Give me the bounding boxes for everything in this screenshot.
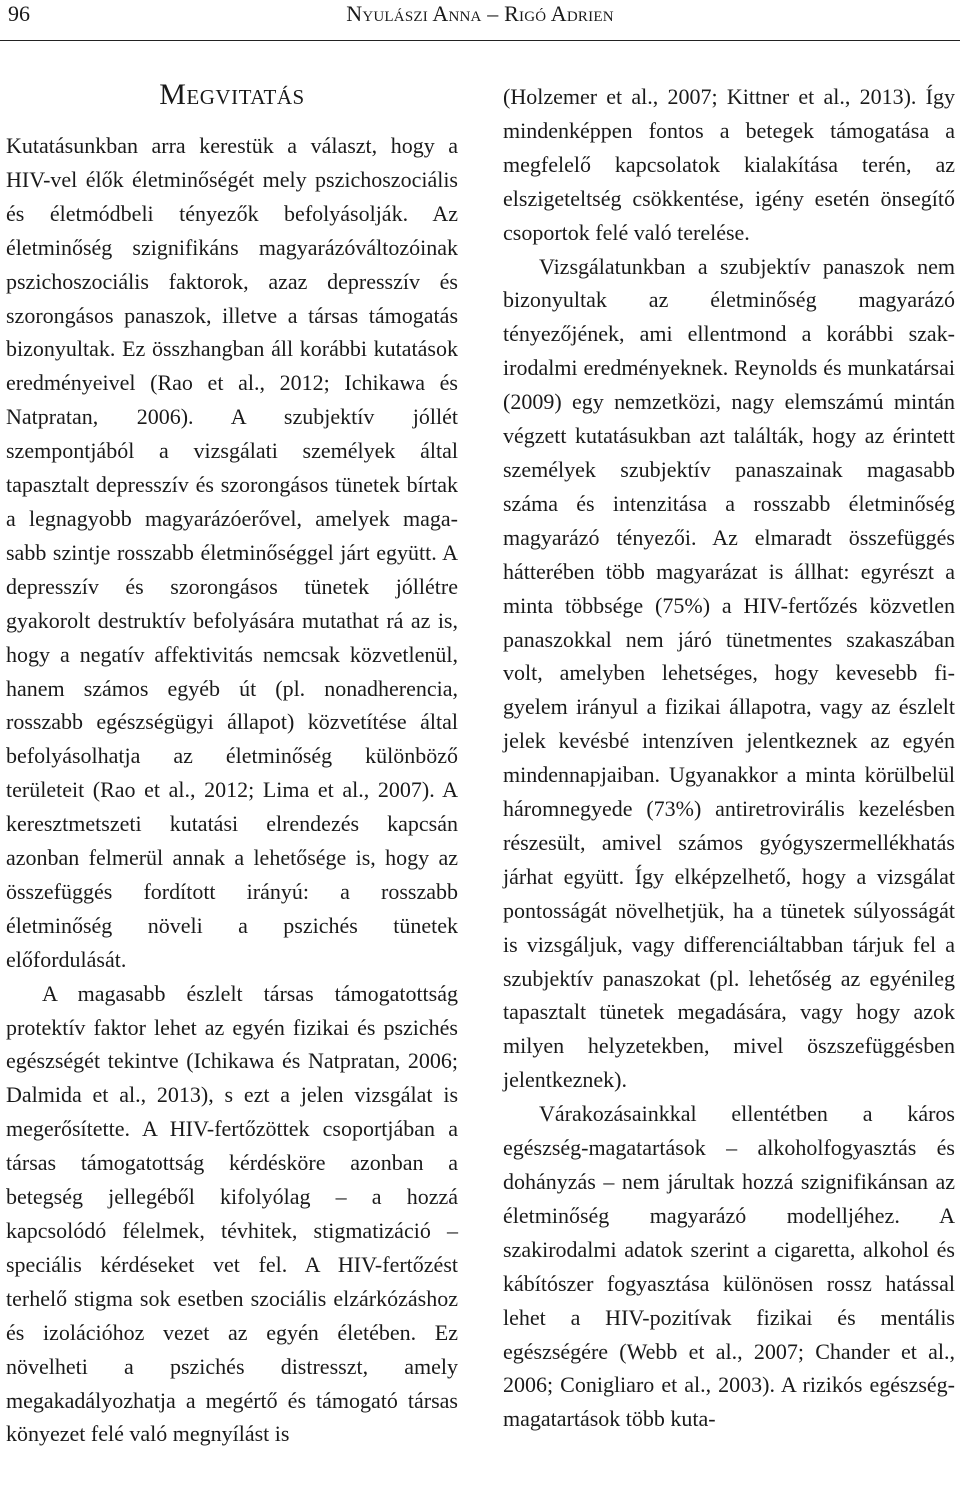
paragraph: (Holzemer et al., 2007; Kittner et al., 2013). Így mindenképpen fontos a betegek támogatása a megfelelő kapcsolatok kialakítása terén, az elszigeteltség csökkentése, igény esetén önsegítő csoportok felé való terelése. [503,84,955,245]
running-head [0,0,960,30]
left-column [6,58,458,1451]
header-rule [0,40,960,41]
running-head-authors: Nyulászi Anna – Rigó Adrien [346,1,614,26]
paragraph: Várakozásainkkal ellentétben a káros egészség-magatartások – alkoholfogyasztás és dohányzás – nem járultak hozzá szignifikánsan az életminőség magyarázó modelljéhez. A szakirodalmi adatok szerint a cigaretta, alkohol és kábítószer fogyasztása különösen rossz hatással lehet a HIV-pozitívak fizikai és mentális egészségére (Webb et al., 2007; Chander et al., 2006; Conigliaro et al., 2003). A rizikós egészség-magatartások több kuta- [503,1101,955,1432]
paragraph: A magasabb észlelt társas támogatottság protektív faktor lehet az egyén fizikai és pszichés egészségét tekintve (Ichikawa és Natpratan, 2006; Dalmida et al., 2013), s ezt a jelen vizsgálat is megerősítette. A HIV-fertőzöttek csoportjában a társas támogatottság kérdésköre azonban a betegség jellegéből kifolyólag – a hozzá kapcsolódó félelmek, tévhitek, stigmatizáció – speciális kérdéseket vet fel. A HIV-fertőzést terhelő stigma sok esetben szociális elzárkózáshoz és izolációhoz vezet az egyén életében. Ez növelheti a pszichés distresszt, amely megakadályozhatja a megértő és támogató társas könyezet felé való megnyílást is [6,980,458,1447]
paragraph: Kutatásunkban arra kerestük a választ, hogy a HIV-vel élők életminőségét mely pszichoszociális és életmódbeli tényezők befolyásolják. Az életminőség szignifikáns magyarázóváltozóinak pszichoszociális faktorok, azaz depresszív és szorongásos panaszok, illetve a társas támogatás bizonyultak. Ez összhangban áll korábbi kutatások eredményeivel (Rao et al., 2012; Ichikawa és Natpratan, 2006). A szubjektív jóllét szempontjából a vizsgálati személyek által tapasztalt depresszív és szorongásos tünetek bírtak a legnagyobb magyarázóerővel, amelyek magasabb szintje rosszabb életminőséggel járt együtt. A depresszív és szorongásos tünetek jóllétre gyakorolt destruktív befolyására mutathat rá az is, hogy a negatív affektivitás nemcsak közvetlenül, hanem számos egyéb út (pl. nonadherencia, rosszabb egészségügyi állapot) közvetítése által befolyásolhatja az életminőség különböző területeit (Rao et al., 2012; Lima et al., 2007). A keresztmetszeti kutatási elrendezés kapcsán azonban felmerül annak a lehetősége is, hogy az összefüggés fordított irányú: a rosszabb életminőség növeli a pszichés tünetek előfordulását. [6,133,458,972]
paragraph: Vizsgálatunkban a szubjektív panaszok nem bizonyultak az életminőség magyarázó tényezőjének, ami ellentmond a korábbi szakirodalmi eredményeknek. Reynolds és munkatársai (2009) egy nemzetközi, nagy elemszámú mintán végzett kutatásukban azt találták, hogy az érintett személyek szubjektív panaszainak magasabb száma és intenzitása a rosszabb életminőség magyarázó tényezői. Az elmaradt összefüggés hátterében több magyarázat is állhat: egyrészt a minta többsége (75%) a HIV-fertőzés közvetlen panaszokkal nem járó tünetmentes szakaszában volt, amelyben lehetséges, hogy kevesebb figyelem irányul a fizikai állapotra, vagy az észlelt jelek kevésbé intenzíven jelentkeznek az egyén mindennapjaiban. Ugyanakkor a minta körülbelül háromnegyede (73%) antiretrovirális kezelésben részesült, amivel számos gyógyszermellékhatás járhat együtt. Így elképzelhető, hogy a vizsgálat pontosságát növelhetjük, ha a tünetek súlyosságát is vizsgáljuk, vagy differenciáltabban tárjuk fel a szubjektív panaszokat (pl. lehetőség az egyénileg tapasztalt tünetek megadására, vagy hogy azok milyen helyzetekben, mivel öszszefüggésben jelentkeznek). [503,253,955,1093]
section-title: Megvitatás [159,78,305,111]
page-number: 96 [8,1,30,26]
right-column [503,80,955,1436]
